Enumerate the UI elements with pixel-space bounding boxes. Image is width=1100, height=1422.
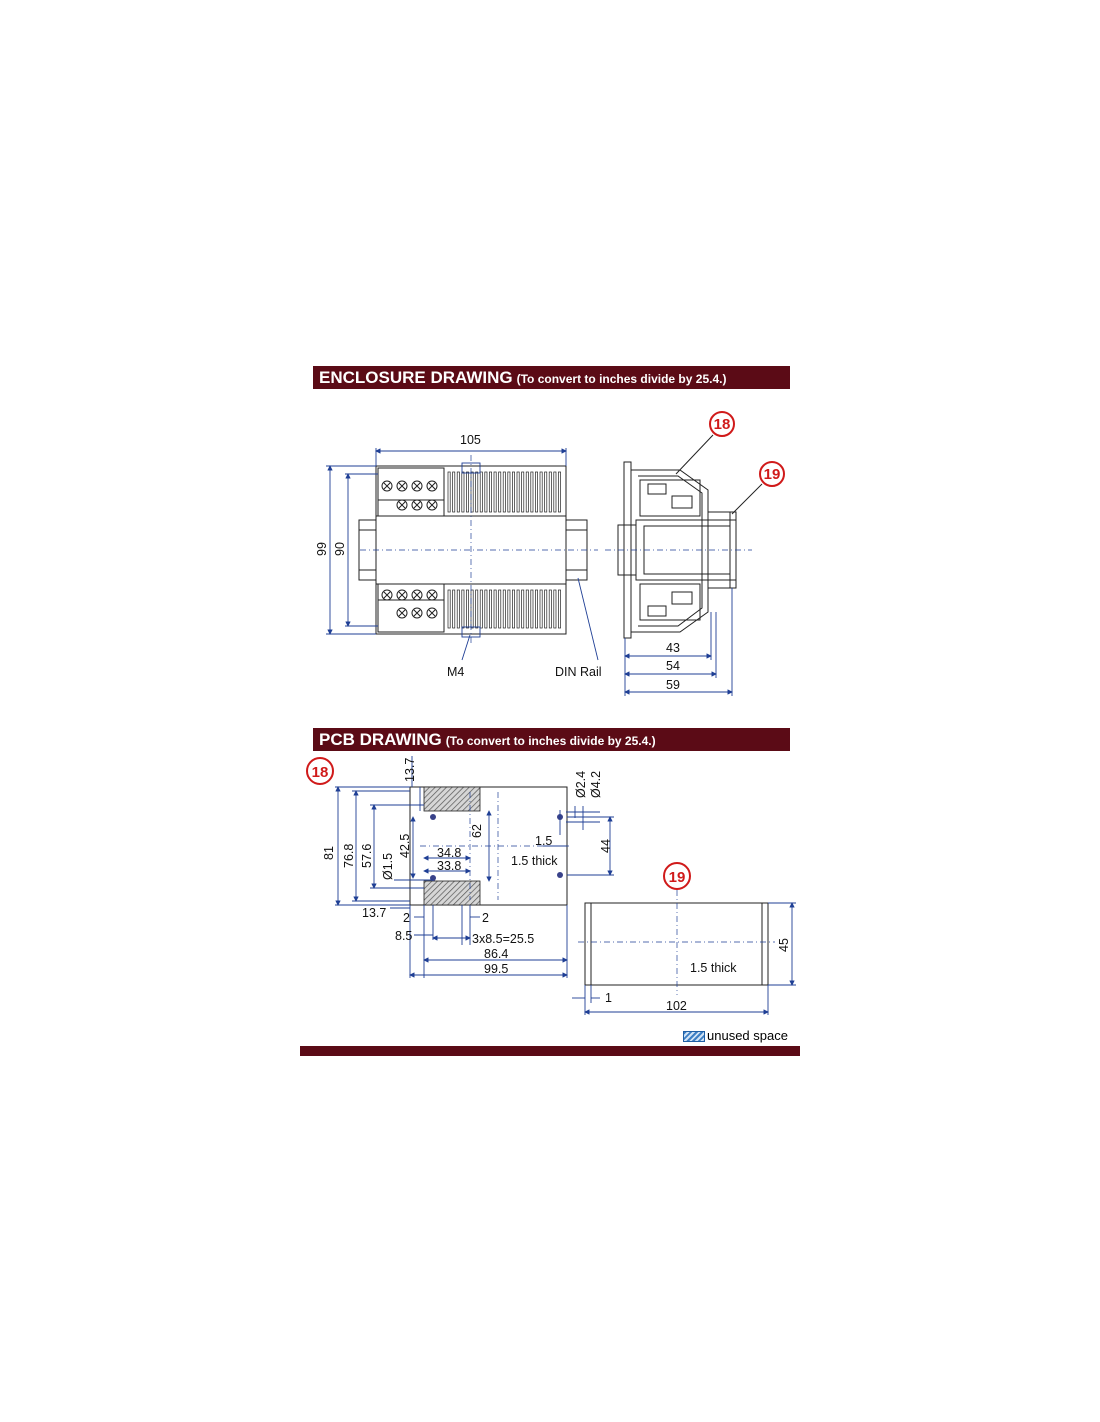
legend	[683, 1028, 788, 1043]
pcb-18-drawing	[307, 756, 614, 978]
dim-34-8: 34.8	[437, 846, 462, 860]
dim-59: 59	[666, 678, 680, 692]
vent-slots-bottom	[448, 590, 561, 628]
dim-99-5: 99.5	[484, 962, 509, 976]
dim-dia-1-5: Ø1.5	[381, 852, 395, 880]
legend-label: unused space	[707, 1028, 788, 1043]
pcb-callout-19: 19	[668, 869, 686, 886]
dim-8-5: 8.5	[395, 929, 413, 943]
terminal-screws-top	[382, 481, 437, 510]
dim-44: 44	[599, 839, 613, 853]
enclosure-title: ENCLOSURE DRAWING	[319, 368, 513, 387]
dim-dia-2-4: Ø2.4	[574, 770, 588, 798]
dim-45: 45	[777, 938, 791, 952]
dim-81: 81	[322, 846, 336, 860]
dim-1-5: 1.5	[535, 834, 553, 848]
dim-2-left: 2	[403, 911, 410, 925]
callout-18: 18	[713, 416, 731, 433]
unused-area-bottom	[424, 881, 480, 905]
dim-57-6: 57.6	[360, 843, 374, 868]
dim-13-7-bottom: 13.7	[362, 906, 387, 920]
dim-13-7-top: 13.7	[403, 757, 417, 782]
vent-slots-top	[448, 472, 561, 512]
dim-99: 99	[315, 542, 329, 556]
unused-area-top	[424, 787, 480, 811]
pcb18-thick-label: 1.5 thick	[511, 854, 558, 868]
dim-2-right: 2	[482, 911, 489, 925]
pcb19-thick-label: 1.5 thick	[690, 961, 737, 975]
enclosure-subtitle: (To convert to inches divide by 25.4.)	[516, 372, 727, 386]
dim-90: 90	[333, 542, 347, 556]
dim-105: 105	[460, 433, 481, 447]
label-din-rail: DIN Rail	[555, 665, 602, 679]
dim-43: 43	[666, 641, 680, 655]
hatch-swatch-icon	[683, 1031, 705, 1042]
dim-86-4: 86.4	[484, 947, 509, 961]
dim-3x8-5: 3x8.5=25.5	[472, 932, 535, 946]
dim-33-8: 33.8	[437, 859, 462, 873]
footer-bar	[300, 1046, 800, 1056]
dim-54: 54	[666, 659, 680, 673]
dim-62: 62	[470, 824, 484, 838]
enclosure-front-view	[315, 433, 602, 679]
pcb-title: PCB DRAWING	[319, 730, 442, 749]
label-m4: M4	[447, 665, 465, 679]
pcb-callout-18: 18	[311, 764, 329, 781]
dim-1: 1	[605, 991, 612, 1005]
enclosure-side-view	[605, 412, 784, 696]
dim-102: 102	[666, 999, 687, 1013]
callout-19: 19	[763, 466, 781, 483]
pcb-19-drawing	[572, 863, 796, 1015]
dim-76-8: 76.8	[342, 843, 356, 868]
dim-42-5: 42.5	[398, 833, 412, 858]
pcb-subtitle: (To convert to inches divide by 25.4.)	[445, 734, 656, 748]
terminal-screws-bottom	[382, 590, 437, 618]
dim-dia-4-2: Ø4.2	[589, 770, 603, 798]
